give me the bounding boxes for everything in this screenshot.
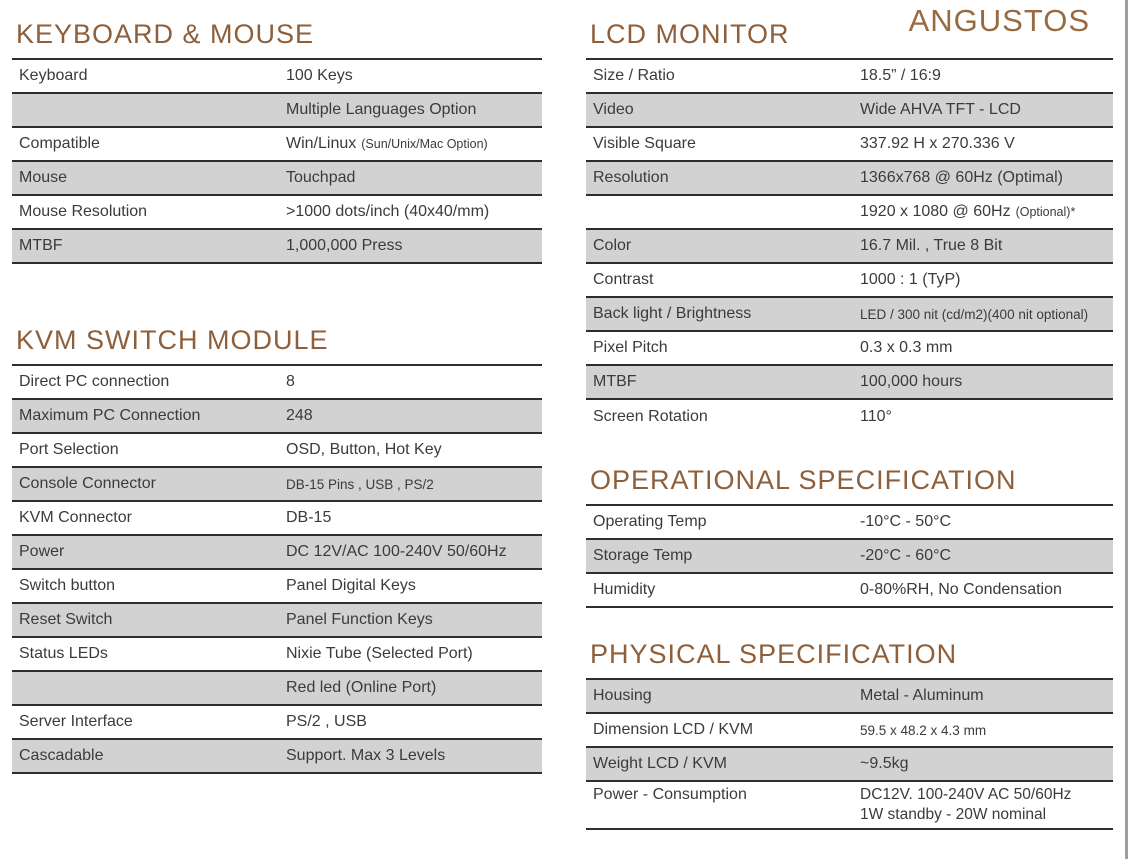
spec-label: Mouse Resolution xyxy=(19,203,148,220)
spec-value-text: 16.7 Mil. , True 8 Bit xyxy=(860,237,1003,254)
spec-value-line2: 1W standby - 20W nominal xyxy=(860,806,1047,823)
spec-value-text: Wide AHVA TFT - LCD xyxy=(860,101,1021,118)
spec-value-text: Panel Digital Keys xyxy=(286,577,416,594)
spec-value xyxy=(860,203,1113,221)
spec-label: Compatible xyxy=(19,135,100,152)
spec-value-text: 100 Keys xyxy=(286,67,353,84)
spec-row xyxy=(586,230,1113,264)
spec-value xyxy=(860,169,1113,187)
section-title-lcd-monitor: LCD MONITOR xyxy=(590,19,790,49)
spec-label: Color xyxy=(593,237,632,254)
spec-label: Humidity xyxy=(593,581,656,598)
section-kvm-switch xyxy=(12,324,542,774)
spec-value xyxy=(860,373,1113,391)
right-column xyxy=(586,0,1113,830)
spec-value xyxy=(860,237,1113,255)
spec-label: Port Selection xyxy=(19,441,119,458)
spec-row xyxy=(12,162,542,196)
spec-value-text: 18.5” / 16:9 xyxy=(860,67,941,84)
spec-row xyxy=(586,748,1113,782)
spec-value-text: Support. Max 3 Levels xyxy=(286,747,446,764)
spec-value xyxy=(860,67,1113,85)
table-physical-spec xyxy=(586,678,1113,830)
spec-value xyxy=(286,407,542,425)
spec-row xyxy=(586,366,1113,400)
spec-value xyxy=(286,169,542,187)
section-keyboard-mouse xyxy=(12,18,542,264)
table-lcd-monitor xyxy=(586,58,1113,434)
spec-value xyxy=(860,581,1113,599)
spec-value xyxy=(286,203,542,221)
spec-row xyxy=(586,782,1113,830)
spec-value-text: Multiple Languages Option xyxy=(286,101,477,118)
spec-value-text: 1,000,000 Press xyxy=(286,237,403,254)
spec-value-text: PS/2 , USB xyxy=(286,713,367,730)
spec-value-text: LED / 300 nit (cd/m2)(400 nit optional) xyxy=(860,306,1089,322)
spec-row xyxy=(12,196,542,230)
spec-label: Back light / Brightness xyxy=(593,305,752,322)
spec-value xyxy=(860,687,1113,705)
brand-wordmark: ANGUSTOS xyxy=(908,3,1090,38)
spec-value-text: 1000 : 1 (TyP) xyxy=(860,271,961,288)
spec-row xyxy=(12,468,542,502)
spec-label: Power xyxy=(19,543,65,560)
spec-value xyxy=(286,373,542,391)
spec-value-note: (Sun/Unix/Mac Option) xyxy=(361,137,488,151)
section-lcd-monitor xyxy=(586,18,1113,434)
spec-value xyxy=(286,441,542,459)
spec-value xyxy=(860,755,1113,773)
spec-value-text: 337.92 H x 270.336 V xyxy=(860,135,1015,152)
spec-label: Direct PC connection xyxy=(19,373,170,390)
spec-value-text: 1366x768 @ 60Hz (Optimal) xyxy=(860,169,1063,186)
spec-value xyxy=(860,408,1113,426)
table-keyboard-mouse xyxy=(12,58,542,264)
spec-value xyxy=(860,307,1113,322)
spec-label: Contrast xyxy=(593,271,654,288)
spec-row xyxy=(586,540,1113,574)
spec-value-text: 0.3 x 0.3 mm xyxy=(860,339,953,356)
spec-value xyxy=(286,645,542,663)
section-operational-spec xyxy=(586,464,1113,608)
spec-value xyxy=(286,577,542,595)
section-physical-spec xyxy=(586,638,1113,830)
section-title-operational-spec: OPERATIONAL SPECIFICATION xyxy=(590,465,1017,495)
spec-value-text: DB-15 xyxy=(286,509,332,526)
table-kvm-switch xyxy=(12,364,542,774)
spec-row xyxy=(12,434,542,468)
spec-row xyxy=(586,60,1113,94)
spec-value-text: ~9.5kg xyxy=(860,755,909,772)
table-operational-spec xyxy=(586,504,1113,608)
spec-row xyxy=(586,162,1113,196)
spec-value-text: Touchpad xyxy=(286,169,356,186)
spec-value xyxy=(286,509,542,527)
spec-label: Status LEDs xyxy=(19,645,108,662)
spec-value-text: >1000 dots/inch (40x40/mm) xyxy=(286,203,490,220)
spec-row xyxy=(12,604,542,638)
spec-value xyxy=(860,547,1113,565)
spec-row xyxy=(12,502,542,536)
spec-label: Mouse xyxy=(19,169,68,186)
spec-value xyxy=(286,135,542,153)
spec-value-text: 248 xyxy=(286,407,313,424)
spec-label: Storage Temp xyxy=(593,547,693,564)
spec-value xyxy=(860,723,1113,738)
spec-label: Video xyxy=(593,101,634,118)
spec-value xyxy=(286,237,542,255)
spec-label: Keyboard xyxy=(19,67,88,84)
spec-label: Cascadable xyxy=(19,747,104,764)
spec-value-text: 110° xyxy=(860,408,892,425)
spec-row xyxy=(12,400,542,434)
spec-value-text: DB-15 Pins , USB , PS/2 xyxy=(286,476,434,492)
spec-row xyxy=(586,264,1113,298)
spec-label: Resolution xyxy=(593,169,669,186)
section-title-keyboard-mouse: KEYBOARD & MOUSE xyxy=(16,19,315,49)
spec-value xyxy=(860,135,1113,153)
spec-value-text: Metal - Aluminum xyxy=(860,687,984,704)
section-title-physical-spec: PHYSICAL SPECIFICATION xyxy=(590,639,958,669)
spec-label: Screen Rotation xyxy=(593,408,708,425)
spec-row xyxy=(586,332,1113,366)
section-title-kvm-switch: KVM SWITCH MODULE xyxy=(16,325,329,355)
spec-value-text: -20°C - 60°C xyxy=(860,547,952,564)
spec-value-text: DC 12V/AC 100-240V 50/60Hz xyxy=(286,543,507,560)
spec-label: Switch button xyxy=(19,577,116,594)
spec-value xyxy=(286,477,542,492)
spec-label: KVM Connector xyxy=(19,509,132,526)
spec-value-text: Panel Function Keys xyxy=(286,611,433,628)
spec-label: Server Interface xyxy=(19,713,133,730)
spec-value-text: Red led (Online Port) xyxy=(286,679,437,696)
spec-row xyxy=(586,714,1113,748)
spec-label: Console Connector xyxy=(19,475,156,492)
spec-value-text: DC12V. 100-240V AC 50/60Hz xyxy=(860,786,1072,803)
spec-value xyxy=(286,67,542,85)
spec-row xyxy=(586,298,1113,332)
spec-value-text: 8 xyxy=(286,373,295,390)
spec-row xyxy=(12,60,542,94)
spec-value xyxy=(286,713,542,731)
spec-row xyxy=(12,366,542,400)
spec-value xyxy=(286,611,542,629)
spec-value xyxy=(860,782,1113,825)
spec-value-text: OSD, Button, Hot Key xyxy=(286,441,442,458)
spec-value xyxy=(286,101,542,119)
spec-row xyxy=(12,740,542,774)
spec-value xyxy=(860,271,1113,289)
spec-label: Weight LCD / KVM xyxy=(593,755,727,772)
spec-value xyxy=(860,513,1113,531)
spec-label: MTBF xyxy=(19,237,63,254)
spec-value-text: 100,000 hours xyxy=(860,373,963,390)
spec-label: Pixel Pitch xyxy=(593,339,668,356)
spec-row xyxy=(586,400,1113,434)
spec-row xyxy=(586,506,1113,540)
scan-edge-line xyxy=(1125,0,1128,859)
spec-row xyxy=(12,638,542,672)
spec-row xyxy=(586,128,1113,162)
spec-value xyxy=(286,679,542,697)
spec-value-text: Win/Linux xyxy=(286,135,357,152)
spec-label: Visible Square xyxy=(593,135,696,152)
spec-row xyxy=(12,230,542,264)
spec-label: Dimension LCD / KVM xyxy=(593,721,754,738)
spec-row xyxy=(12,570,542,604)
spec-label: Size / Ratio xyxy=(593,67,675,84)
spec-value-text: -10°C - 50°C xyxy=(860,513,952,530)
spec-value xyxy=(860,101,1113,119)
spec-row xyxy=(586,94,1113,128)
spec-row xyxy=(12,706,542,740)
spec-label: Reset Switch xyxy=(19,611,113,628)
spec-value-text: 59.5 x 48.2 x 4.3 mm xyxy=(860,722,987,738)
spec-value-text: 0-80%RH, No Condensation xyxy=(860,581,1062,598)
spec-label: Maximum PC Connection xyxy=(19,407,201,424)
spec-row xyxy=(12,128,542,162)
spec-row xyxy=(586,196,1113,230)
spec-value xyxy=(860,339,1113,357)
spec-label: MTBF xyxy=(593,373,637,390)
left-column xyxy=(12,0,542,774)
spec-row xyxy=(586,574,1113,608)
spec-value xyxy=(286,543,542,561)
spec-label: Housing xyxy=(593,687,652,704)
spec-row xyxy=(12,94,542,128)
spec-row xyxy=(12,672,542,706)
spec-row xyxy=(586,680,1113,714)
spec-value xyxy=(286,747,542,765)
spec-value-text: Nixie Tube (Selected Port) xyxy=(286,645,473,662)
spec-value-text: 1920 x 1080 @ 60Hz xyxy=(860,203,1011,220)
spec-label: Power - Consumption xyxy=(593,786,747,803)
spec-row xyxy=(12,536,542,570)
spec-label: Operating Temp xyxy=(593,513,707,530)
spec-value-note: (Optional)* xyxy=(1015,205,1076,219)
